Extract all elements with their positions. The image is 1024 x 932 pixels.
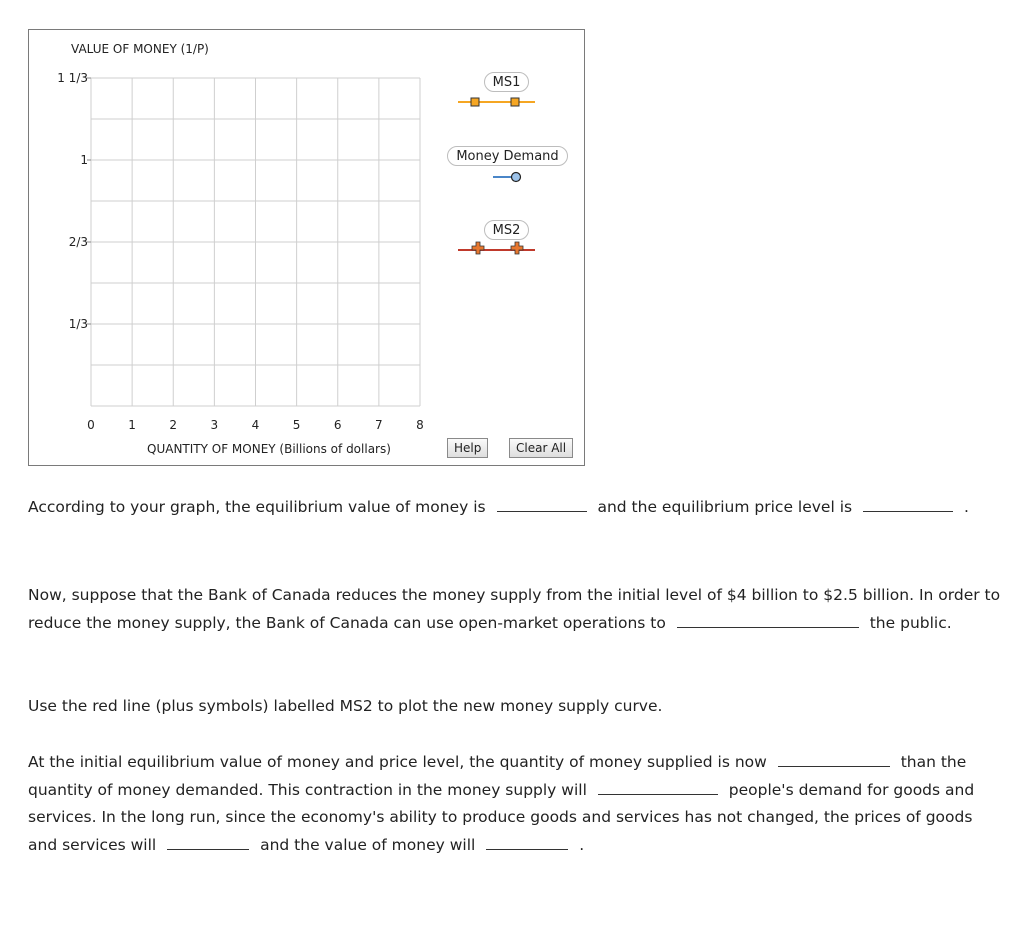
ms1-legend-label: MS1 <box>484 72 529 92</box>
ms2-legend-tool[interactable] <box>458 242 535 254</box>
money-supplied-comparison-blank[interactable] <box>778 752 890 767</box>
question-open-market <box>28 582 1003 637</box>
x-tick-label: 6 <box>333 418 342 432</box>
q4-text-3: people's demand for goods and services. In the long run, since the economy's ability to produce goods and services has not changed, the prices of goods and services will <box>28 780 975 854</box>
x-axis-title: QUANTITY OF MONEY (Billions of dollars) <box>147 442 391 456</box>
question-equilibrium <box>28 494 1003 522</box>
q4-text-4: and the value of money will <box>260 835 476 854</box>
ms1-legend-tool[interactable] <box>458 98 535 106</box>
x-tick-label: 1 <box>128 418 136 432</box>
equilibrium-price-level-blank[interactable] <box>863 497 953 512</box>
ms2-legend-label: MS2 <box>484 220 529 240</box>
prices-change-blank[interactable] <box>167 835 249 850</box>
q1-text-1: According to your graph, the equilibrium value of money is <box>28 498 486 516</box>
q4-text-2: than the quantity of money demanded. This contraction in the money supply will <box>28 753 967 799</box>
y-tick-label: 1 1/3 <box>57 71 88 85</box>
help-button[interactable]: Help <box>447 438 488 458</box>
clear-all-button[interactable]: Clear All <box>509 438 573 458</box>
money-demand-legend-label: Money Demand <box>447 146 568 166</box>
demand-effect-blank[interactable] <box>598 780 718 795</box>
q2-text-2: the public. <box>869 613 952 632</box>
open-market-action-blank[interactable] <box>677 613 859 628</box>
money-demand-legend-tool[interactable] <box>493 173 521 182</box>
grid-layer <box>91 78 420 406</box>
y-tick-label: 1 <box>80 152 88 167</box>
x-tick-label: 5 <box>292 418 301 432</box>
graph-panel <box>28 29 585 466</box>
chart-svg <box>29 30 586 467</box>
q1-text-2: and the equilibrium price level is <box>597 498 853 516</box>
question-contraction <box>28 749 1003 859</box>
ms2-plus-marker-left[interactable] <box>472 242 484 254</box>
ms1-square-marker-right[interactable] <box>511 98 519 106</box>
money-demand-circle-marker[interactable] <box>512 173 521 182</box>
y-tick-label: 1/3 <box>68 317 88 332</box>
x-tick-label: 0 <box>87 418 95 432</box>
q2-text-1: Now, suppose that the Bank of Canada reduces the money supply from the initial level of $4 billion to $2.5 billion. In order to reduce the money supply, the Bank of Canada can use open-market operations to <box>28 586 1001 632</box>
ms1-square-marker-left[interactable] <box>471 98 479 106</box>
value-of-money-change-blank[interactable] <box>486 835 568 850</box>
x-tick-label: 8 <box>416 418 424 432</box>
q4-end: . <box>579 835 585 854</box>
q1-end: . <box>963 498 969 516</box>
ms2-plus-marker-right[interactable] <box>511 242 523 254</box>
y-axis-title: VALUE OF MONEY (1/P) <box>71 42 209 56</box>
y-tick-label: 2/3 <box>68 234 88 249</box>
x-tick-label: 2 <box>169 418 178 432</box>
instruction-ms2: Use the red line (plus symbols) labelled MS2 to plot the new money supply curve. <box>28 697 663 715</box>
x-tick-label: 3 <box>210 418 219 432</box>
x-tick-label: 4 <box>251 418 260 432</box>
equilibrium-value-blank[interactable] <box>497 497 587 512</box>
x-tick-label: 7 <box>375 418 383 432</box>
tick-layer <box>57 71 424 432</box>
q4-text-1: At the initial equilibrium value of money and price level, the quantity of money supplied is now <box>28 753 767 771</box>
